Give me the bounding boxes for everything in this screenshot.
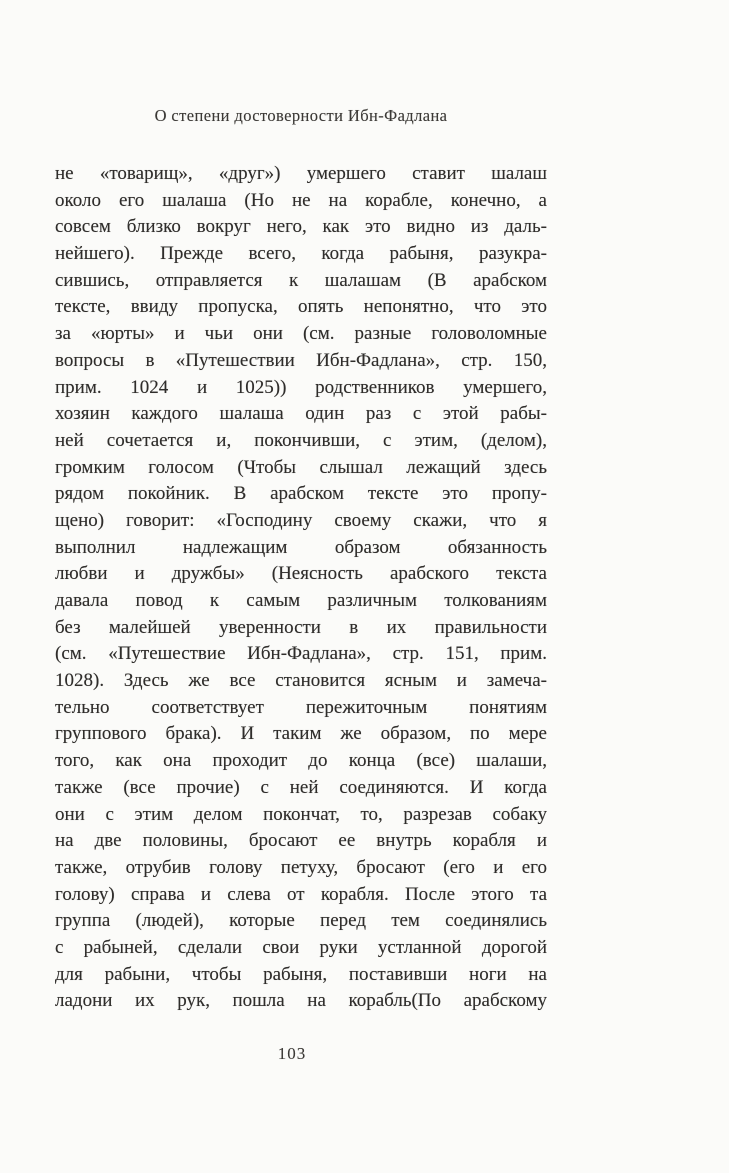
body-text-line: голову) справа и слева от корабля. После этого та [55,883,547,905]
body-text-line: сившись, отправляется к шалашам (В арабском [55,269,547,291]
body-text-line: 1028). Здесь же все становится ясным и замеча- [55,670,547,692]
body-text-line: хозяин каждого шалаша один раз с этой рабы- [55,403,547,425]
body-text-line: ладони их рук, пошла на корабль(По арабскому [55,990,547,1012]
body-text-line: вопросы в «Путешествии Ибн-Фадлана», стр. 150, [55,349,547,371]
page-number: 103 [277,1044,307,1063]
body-text-block [55,161,547,1015]
body-text-line: без малейшей уверенности в их правильности [55,616,547,638]
body-text-line: тельно соответствует пережиточным понятиям [55,696,547,718]
body-text-line: любви и дружбы» (Неясность арабского текста [55,563,547,585]
body-text-line: за «юрты» и чьи они (см. разные головоломные [55,323,547,345]
body-text-line: ней сочетается и, покончивши, с этим, (делом), [55,429,547,451]
body-text-line: прим. 1024 и 1025)) родственников умершего, [55,376,547,398]
body-text-line: группа (людей), которые перед тем соединялись [55,910,547,932]
body-text-line: (см. «Путешествие Ибн-Фадлана», стр. 151, прим. [55,643,547,665]
body-text-line: того, как она проходит до конца (все) шалаши, [55,750,547,772]
body-text-line: щено) говорит: «Господину своему скажи, что я [55,509,547,531]
body-text-line: группового брака). И таким же образом, по мере [55,723,547,745]
body-text-line: громким голосом (Чтобы слышал лежащий здесь [55,456,547,478]
running-head: О степени достоверности Ибн-Фадлана [154,106,448,125]
body-text-line: выполнил надлежащим образом обязанность [55,536,547,558]
body-text-line: с рабыней, сделали свои руки устланной дорогой [55,936,547,958]
body-text-line: тексте, ввиду пропуска, опять непонятно, что это [55,296,547,318]
body-text-line: на две половины, бросают ее внутрь корабля и [55,830,547,852]
body-text-line: давала повод к самым различным толкованиям [55,590,547,611]
body-text-line: около его шалаша (Но не на корабле, конечно, а [55,189,547,211]
body-text-line: также, отрубив голову петуху, бросают (его и его [55,856,547,878]
body-text-line: также (все прочие) с ней соединяются. И когда [55,776,547,798]
body-text-line: рядом покойник. В арабском тексте это пропу- [55,483,547,505]
body-text-line: нейшего). Прежде всего, когда рабыня, разукра- [55,243,547,265]
body-text-line: совсем близко вокруг него, как это видно из даль- [55,216,547,238]
body-text-line: они с этим делом покончат, то, разрезав собаку [55,803,547,825]
body-text-line: для рабыни, чтобы рабыня, поставивши ноги на [55,963,547,985]
body-text-line: не «товарищ», «друг») умершего ставит шалаш [55,163,547,184]
